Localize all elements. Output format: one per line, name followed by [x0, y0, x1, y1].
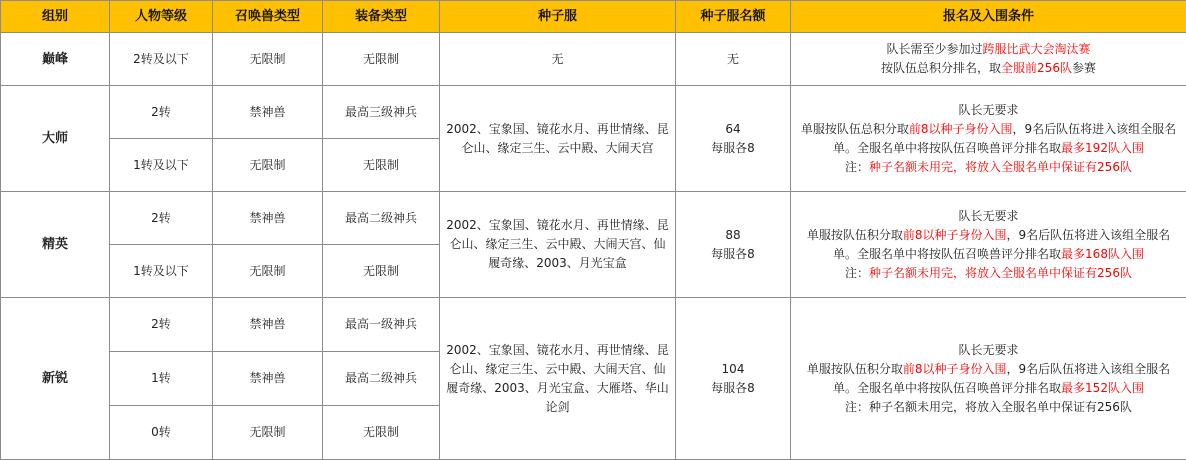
seed-servers-text: 2002、宝象国、镜花水月、再世情缘、昆仑山、缘定三生、云中殿、大闹天宫、仙履奇缘、2003、月光宝盒 [446, 218, 669, 270]
condition-line [795, 40, 1182, 59]
condition-line [795, 360, 1182, 398]
header-level: 人物等级 [110, 1, 213, 33]
table-row [1, 33, 1186, 86]
header-seed-servers: 种子服 [440, 1, 676, 33]
seed-servers-text: 2002、宝象国、镜花水月、再世情缘、昆仑山、缘定三生、云中殿、大闹天宫、仙履奇缘、2003、月光宝盒、大雁塔、华山论剑 [446, 343, 669, 414]
seed-servers-cell: 无 [440, 33, 676, 86]
condition-line [795, 158, 1182, 177]
condition-highlight: 种子名额未用完，将放入全服名单中保证有256队 [869, 266, 1132, 280]
condition-highlight: 最多168队入围 [1061, 247, 1144, 261]
condition-text: 单服按队伍积分取 [807, 228, 903, 242]
pet-type-cell: 无限制 [213, 139, 323, 192]
quota-value: 64 [680, 120, 786, 139]
condition-line [795, 264, 1182, 283]
condition-text: ，9名后队伍将进入该组全服名单。全服名单中将按队伍召唤兽评分排名取 [833, 122, 1176, 155]
conditions-cell [791, 86, 1186, 192]
equip-type-cell: 无限制 [323, 406, 440, 460]
seed-servers-text: 2002、宝象国、镜花水月、再世情缘、昆仑山、缘定三生、云中殿、大闹天宫 [446, 122, 669, 155]
seed-servers-cell [440, 192, 676, 298]
conditions-cell [791, 33, 1186, 86]
condition-line: 队长无要求 [795, 341, 1182, 360]
level-cell: 1转及以下 [110, 245, 213, 298]
quota-per-server: 每服各8 [680, 379, 786, 398]
condition-line: 队长无要求 [795, 207, 1182, 226]
header-equip-type: 装备类型 [323, 1, 440, 33]
pet-type-cell: 禁神兽 [213, 86, 323, 139]
equip-type-cell: 无限制 [323, 245, 440, 298]
quota-per-server: 每服各8 [680, 139, 786, 158]
condition-line [795, 226, 1182, 264]
pet-type-cell: 禁神兽 [213, 298, 323, 352]
condition-highlight: 前8以种子身份入围 [903, 362, 1007, 376]
condition-text: 注： [845, 266, 869, 280]
condition-text: 单服按队伍总积分取 [801, 122, 909, 136]
pet-type-cell: 无限制 [213, 406, 323, 460]
condition-highlight: 最多152队入围 [1061, 381, 1144, 395]
pet-type-cell: 禁神兽 [213, 352, 323, 406]
quota-cell [676, 192, 791, 298]
level-cell: 2转及以下 [110, 33, 213, 86]
pet-type-cell: 禁神兽 [213, 192, 323, 245]
quota-per-server: 每服各8 [680, 245, 786, 264]
table-row [1, 86, 1186, 139]
seed-servers-cell [440, 298, 676, 460]
equip-type-cell: 无限制 [323, 33, 440, 86]
quota-cell [676, 298, 791, 460]
header-row [1, 1, 1186, 33]
condition-text: 队长需至少参加过 [886, 42, 982, 56]
seed-servers-cell [440, 86, 676, 192]
condition-line: 注：种子名额未用完，将放入全服名单中保证有256队 [795, 398, 1182, 417]
condition-text: ，9名后队伍将进入该组全服名单。全服名单中将按队伍召唤兽评分排名取 [833, 228, 1170, 261]
equip-type-cell: 最高二级神兵 [323, 192, 440, 245]
quota-value: 88 [680, 226, 786, 245]
header-conditions: 报名及入围条件 [791, 1, 1186, 33]
equip-type-cell: 无限制 [323, 139, 440, 192]
condition-highlight: 种子名额未用完，将放入全服名单中保证有256队 [869, 160, 1132, 174]
condition-highlight: 全服前256队 [1001, 61, 1072, 75]
table-row [1, 192, 1186, 245]
pet-type-cell: 无限制 [213, 245, 323, 298]
level-cell: 2转 [110, 192, 213, 245]
group-name-novice: 新锐 [1, 298, 110, 460]
level-cell: 1转及以下 [110, 139, 213, 192]
condition-highlight: 跨服比武大会淘汰赛 [983, 42, 1091, 56]
group-name-master: 大师 [1, 86, 110, 192]
condition-highlight: 前8以种子身份入围 [903, 228, 1007, 242]
condition-line [795, 59, 1182, 78]
header-pet-type: 召唤兽类型 [213, 1, 323, 33]
quota-cell: 无 [676, 33, 791, 86]
level-cell: 1转 [110, 352, 213, 406]
condition-line: 队长无要求 [795, 101, 1182, 120]
condition-text: 按队伍总积分排名，取 [881, 61, 1001, 75]
condition-text: 参赛 [1072, 61, 1096, 75]
quota-value: 104 [680, 360, 786, 379]
condition-highlight: 前8以种子身份入围 [909, 122, 1013, 136]
conditions-cell [791, 298, 1186, 460]
condition-text: 单服按队伍积分取 [807, 362, 903, 376]
condition-line [795, 120, 1182, 158]
header-seed-quota: 种子服名额 [676, 1, 791, 33]
condition-text: ，9名后队伍将进入该组全服名单。全服名单中将按队伍召唤兽评分排名取 [833, 362, 1170, 395]
condition-text: 注： [845, 160, 869, 174]
equip-type-cell: 最高三级神兵 [323, 86, 440, 139]
level-cell: 2转 [110, 86, 213, 139]
equip-type-cell: 最高二级神兵 [323, 352, 440, 406]
level-cell: 2转 [110, 298, 213, 352]
equip-type-cell: 最高一级神兵 [323, 298, 440, 352]
header-group: 组别 [1, 1, 110, 33]
table-row [1, 298, 1186, 352]
level-cell: 0转 [110, 406, 213, 460]
conditions-cell [791, 192, 1186, 298]
condition-highlight: 最多192队入围 [1061, 141, 1144, 155]
pet-type-cell: 无限制 [213, 33, 323, 86]
group-name-peak: 巅峰 [1, 33, 110, 86]
quota-cell [676, 86, 791, 192]
group-name-elite: 精英 [1, 192, 110, 298]
